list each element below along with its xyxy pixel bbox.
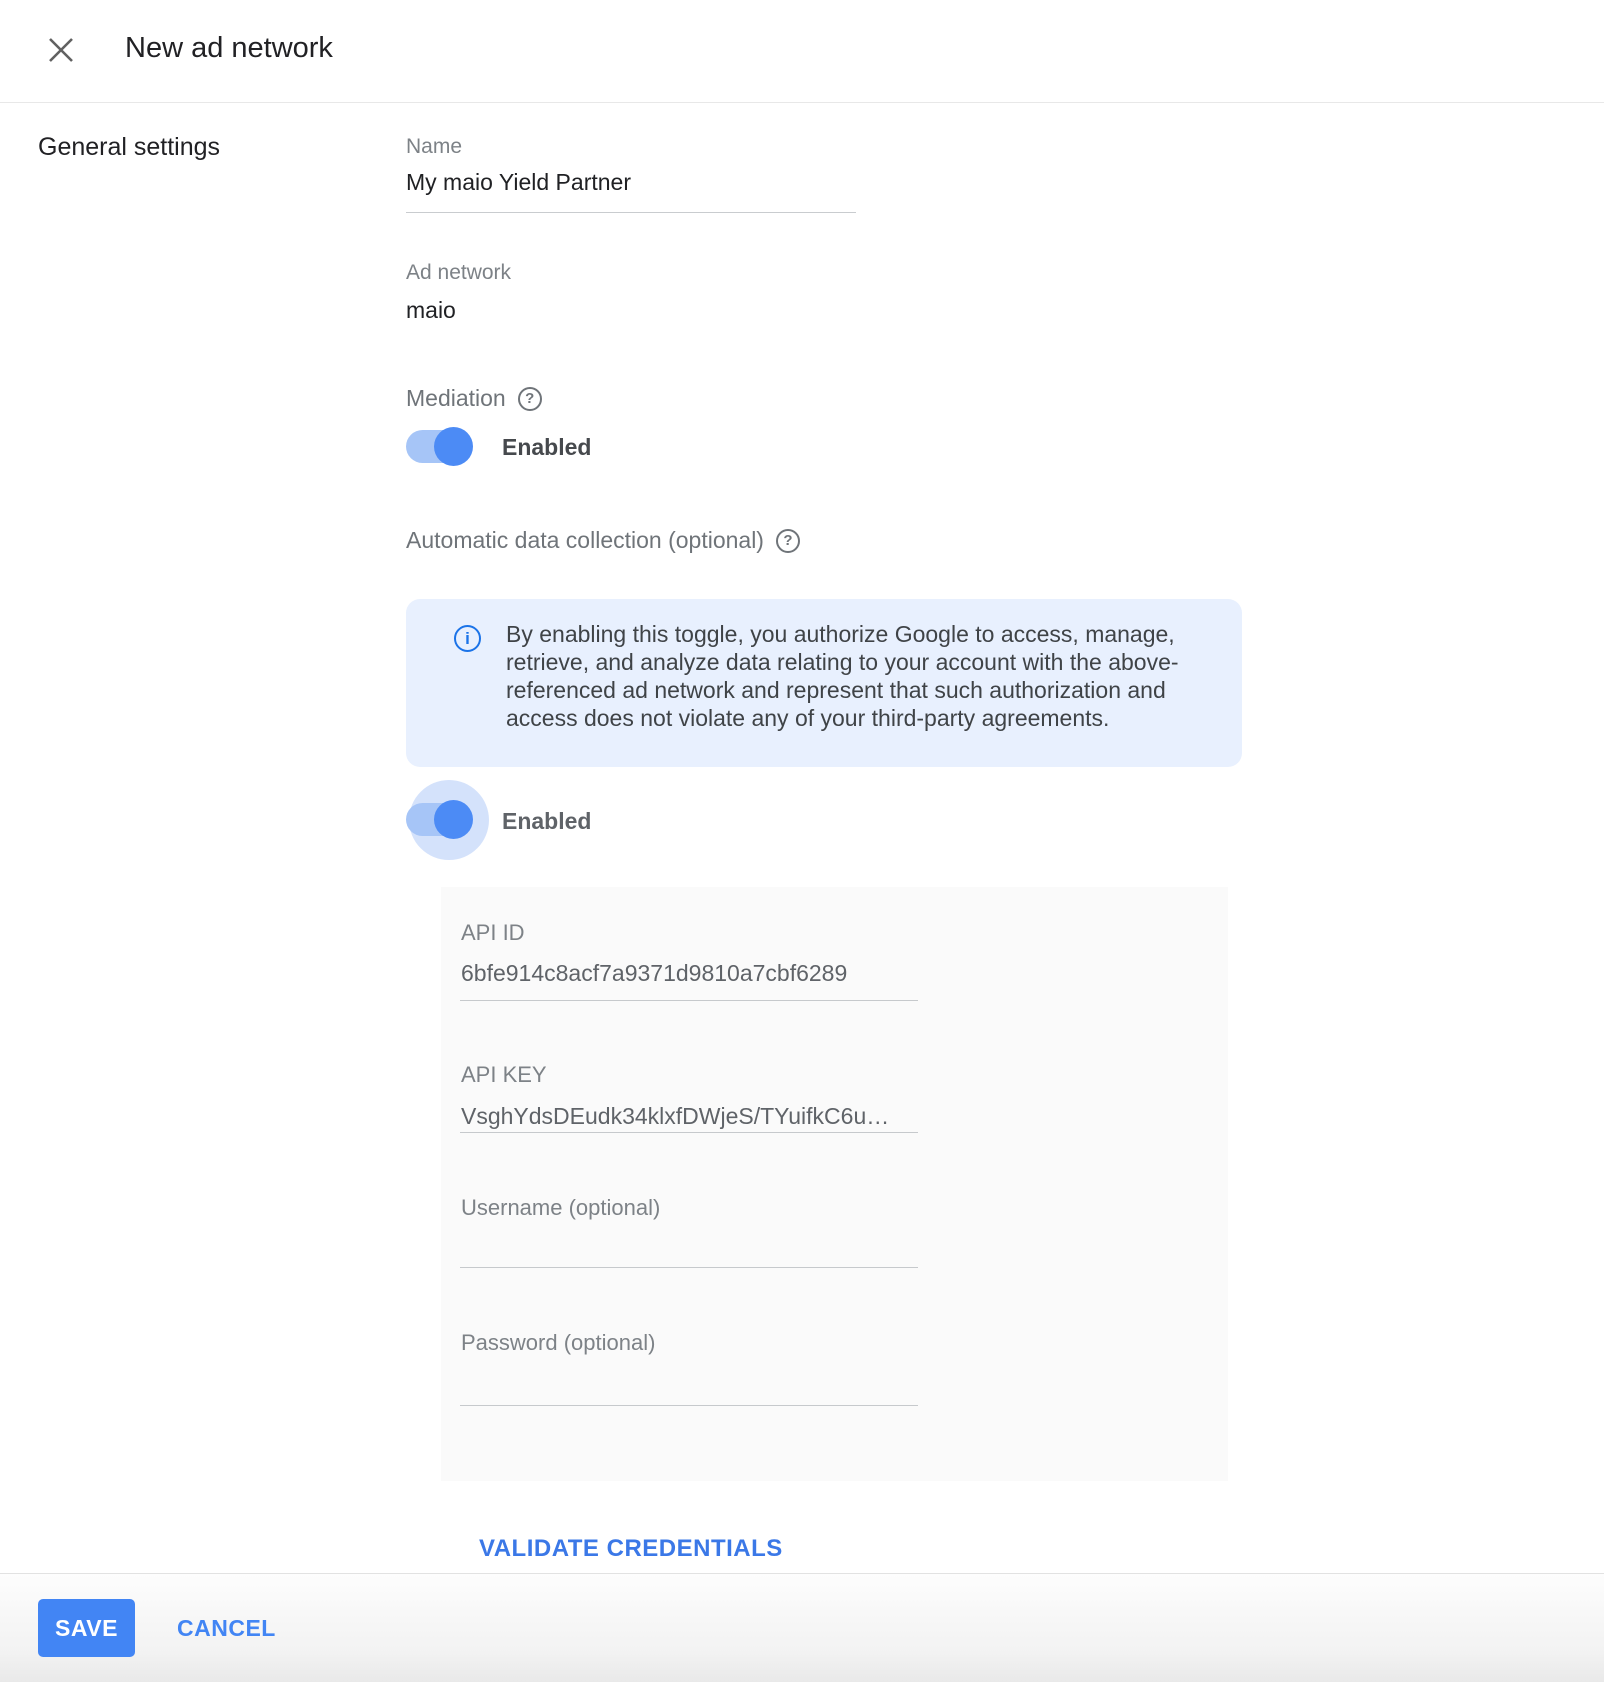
validate-credentials-button[interactable]: VALIDATE CREDENTIALS (479, 1535, 783, 1562)
help-icon[interactable]: ? (776, 529, 800, 553)
api-id-input[interactable]: 6bfe914c8acf7a9371d9810a7cbf6289 (461, 960, 848, 986)
username-underline (460, 1267, 918, 1268)
password-input[interactable] (460, 1363, 918, 1403)
footer-bar (0, 1573, 1604, 1682)
mediation-status: Enabled (502, 434, 592, 460)
username-input[interactable] (460, 1225, 918, 1265)
credentials-panel (441, 887, 1228, 1481)
save-button[interactable]: SAVE (38, 1599, 135, 1657)
api-key-input[interactable]: VsghYdsDEudk34klxfDWjeS/TYuifkC6u… (461, 1103, 890, 1129)
toggle-thumb (434, 800, 473, 839)
authorization-notice (406, 599, 1242, 767)
api-id-label: API ID (461, 920, 525, 945)
mediation-label-text: Mediation (406, 385, 506, 411)
ad-network-value: maio (406, 297, 456, 323)
form-body (0, 103, 1604, 1573)
auto-data-collection-label-text: Automatic data collection (optional) (406, 527, 764, 553)
password-label: Password (optional) (461, 1330, 656, 1355)
toggle-thumb (434, 427, 473, 466)
api-key-underline (460, 1132, 918, 1133)
auto-data-collection-label (406, 527, 800, 554)
name-input[interactable]: My maio Yield Partner (406, 169, 631, 195)
auto-data-collection-status: Enabled (502, 808, 592, 834)
mediation-toggle[interactable] (406, 430, 470, 463)
section-title: General settings (38, 133, 221, 161)
authorization-notice-text: By enabling this toggle, you authorize Google to access, manage, retrieve, and analyze data relating to your account with the above-referenced ad network and represent that such authorization and access does not violate any of your third-party agreements. (506, 621, 1179, 731)
username-label: Username (optional) (461, 1195, 661, 1220)
name-field-label: Name (406, 135, 463, 158)
api-key-label: API KEY (461, 1062, 547, 1087)
info-icon: i (454, 625, 481, 652)
help-icon[interactable]: ? (518, 387, 542, 411)
mediation-label (406, 385, 542, 412)
api-id-underline (460, 1000, 918, 1001)
close-icon[interactable] (46, 33, 80, 67)
page-title: New ad network (125, 32, 333, 64)
ad-network-label: Ad network (406, 261, 512, 284)
name-input-underline (406, 212, 856, 213)
auto-data-collection-toggle[interactable] (406, 803, 470, 836)
password-underline (460, 1405, 918, 1406)
cancel-button[interactable]: CANCEL (163, 1601, 290, 1656)
dialog-header (0, 0, 1604, 103)
